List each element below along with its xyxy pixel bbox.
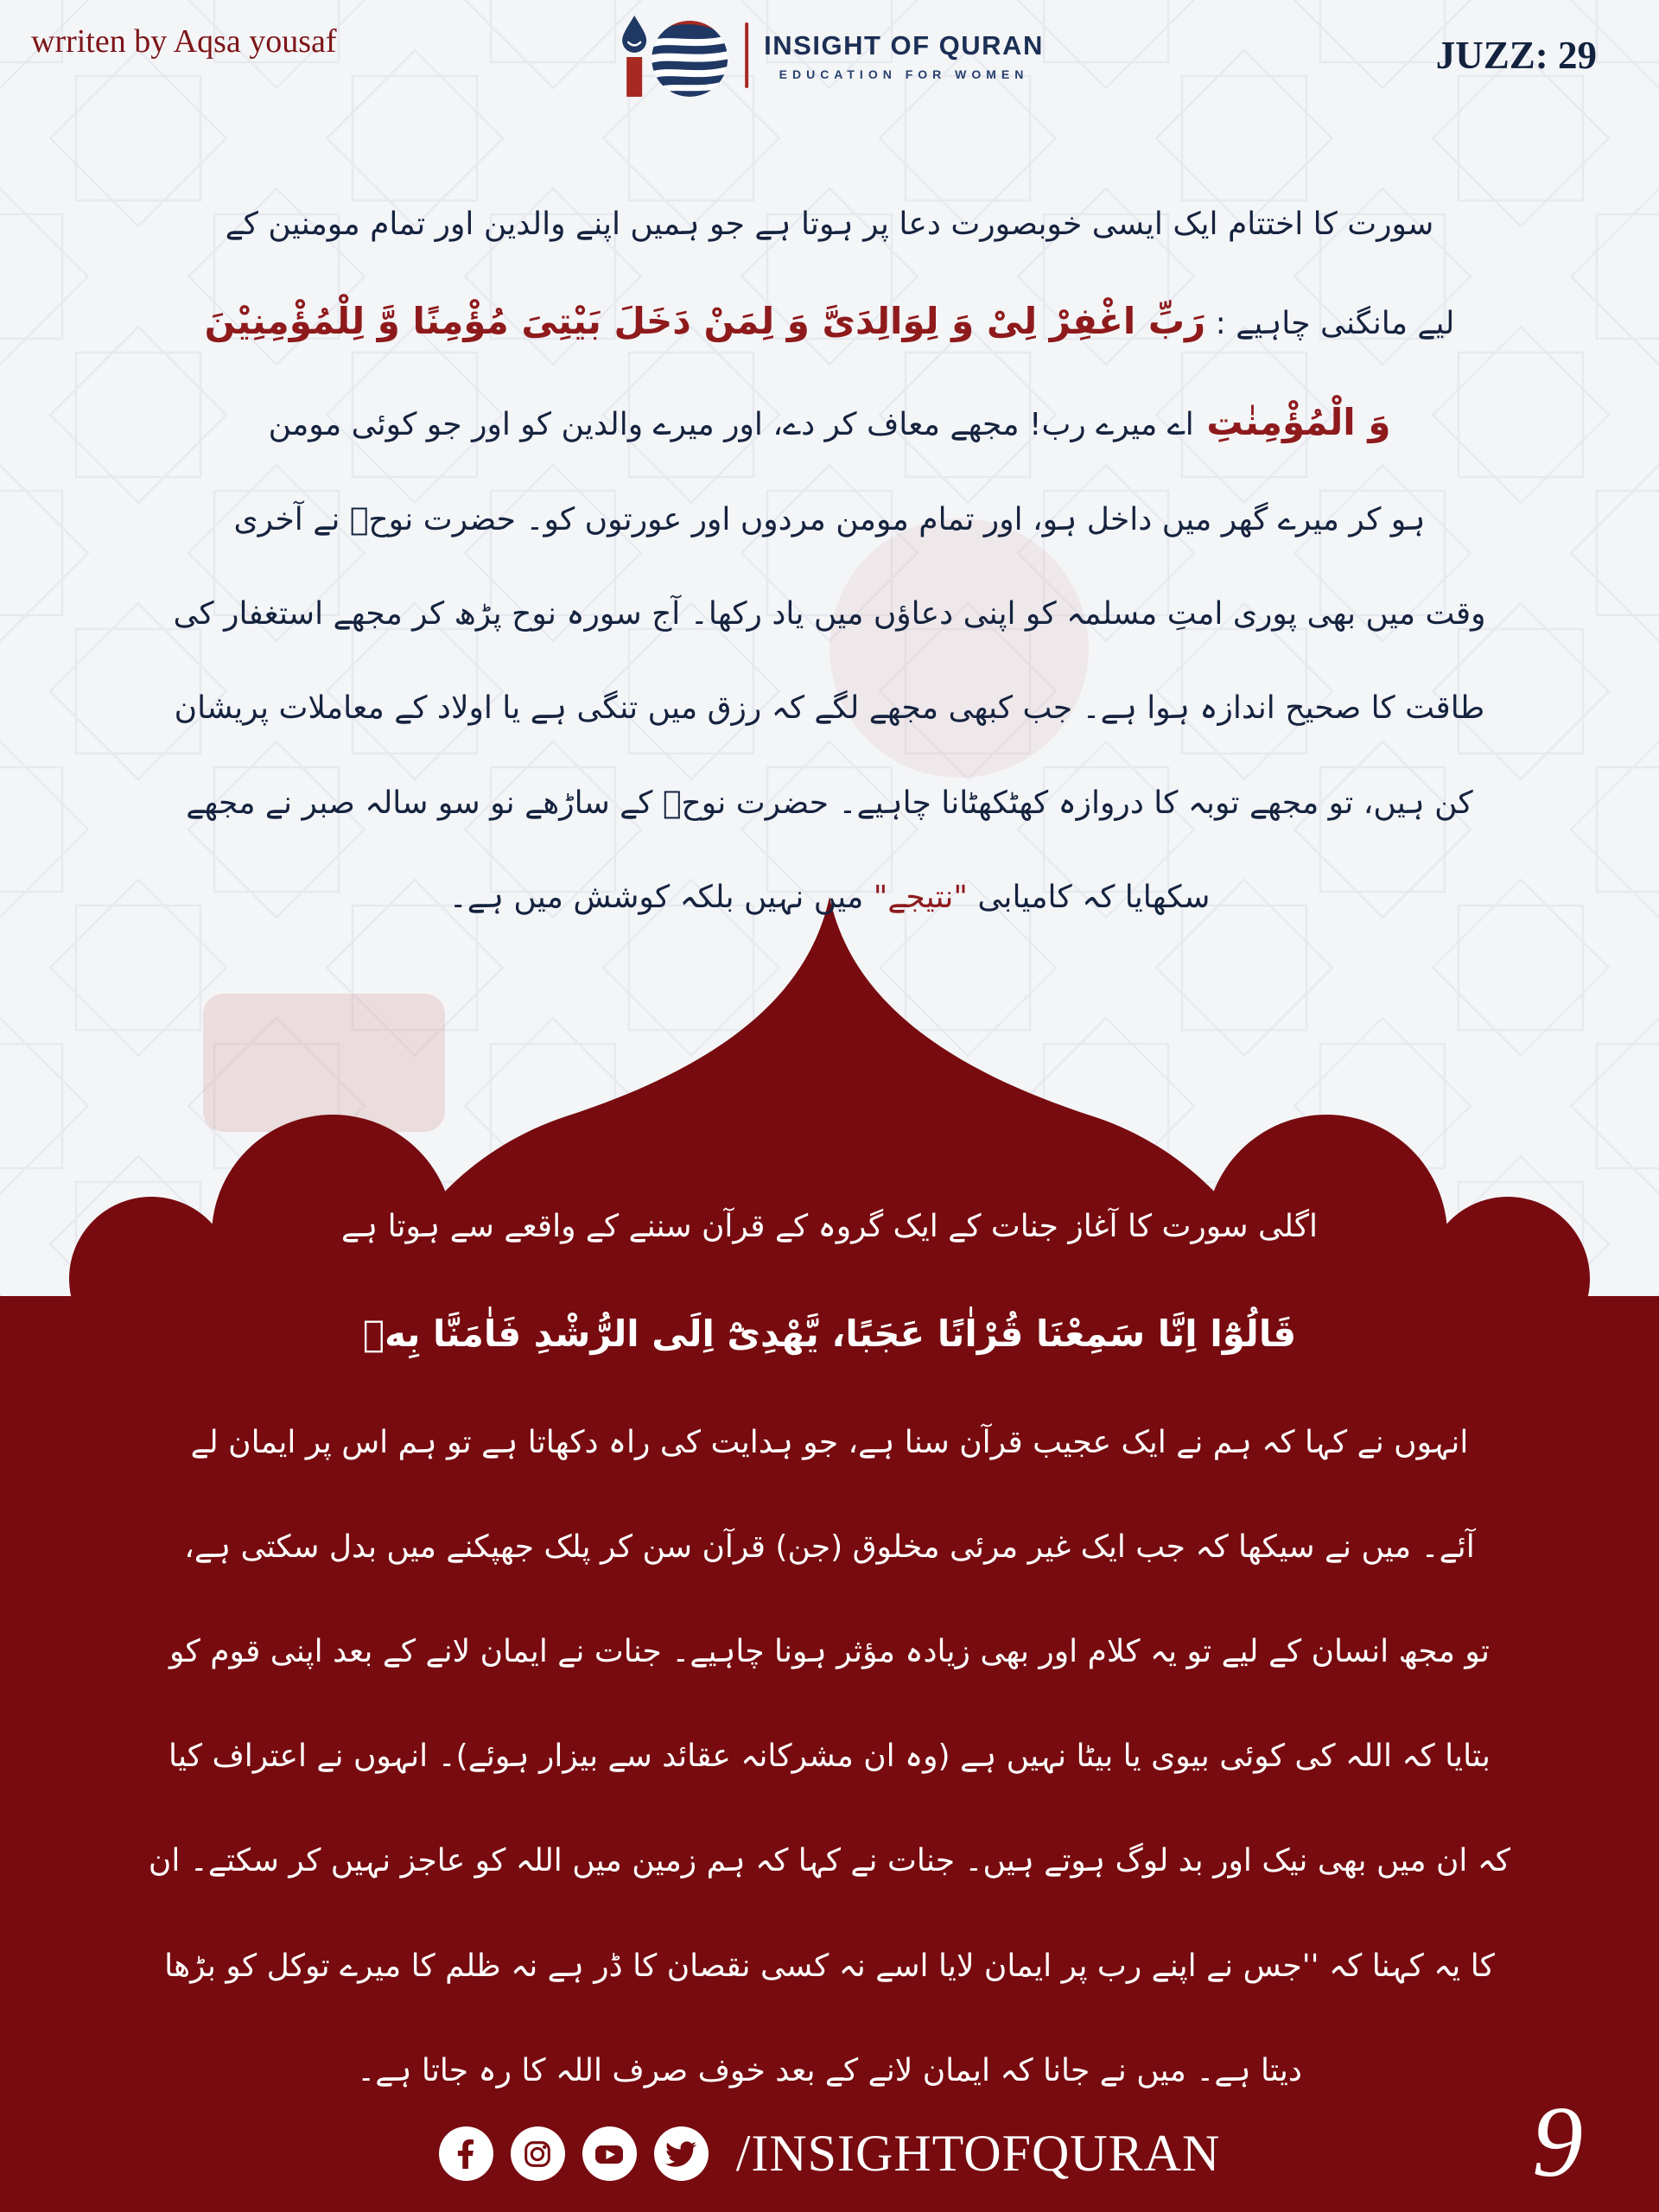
surah-jinn-paragraph: [35, 1208, 1624, 2089]
page-number: 9: [1532, 2085, 1583, 2198]
text-line: سورت کا اختتام ایک ایسی خوبصورت دعا پر ہوتا ہے جو ہمیں اپنے والدین اور تمام مومنین کے: [225, 207, 1434, 242]
text-line: کہ ان میں بھی نیک اور بد لوگ ہوتے ہیں۔ جنات نے کہا کہ ہم زمین میں اللہ کو عاجز نہیں کر سکتے۔ ان: [148, 1843, 1511, 1879]
written-by-credit: wrriten by Aqsa yousaf: [31, 23, 337, 60]
youtube-icon[interactable]: [582, 2126, 637, 2181]
logo-icon: [615, 12, 729, 99]
logo-subtitle: EDUCATION FOR WOMEN: [779, 67, 1029, 81]
juzz-label: JUZZ: 29: [1435, 34, 1597, 77]
text-line: طاقت کا صحیح اندازہ ہوا ہے۔ جب کبھی مجھے لگے کہ رزق میں تنگی ہے یا اولاد کے معاملات پریشان: [174, 690, 1485, 727]
text-line: کن ہیں، تو مجھے توبہ کا دروازہ کھٹکھٹانا چاہیے۔ حضرت نوحؑ کے ساڑھے نو سو سالہ صبر نے مجھے: [186, 785, 1473, 821]
text-line: وقت میں بھی پوری امتِ مسلمہ کو اپنی دعاؤں میں یاد رکھا۔ آج سورہ نوح پڑھ کر مجھے استغفار کی: [173, 596, 1486, 632]
globe-icon: [646, 14, 729, 97]
droplet-icon: [622, 16, 646, 53]
text-line: اگلی سورت کا آغاز جنات کے ایک گروہ کے قرآن سننے کے واقعے سے ہوتا ہے: [340, 1209, 1319, 1244]
text-line: تو مجھ انسان کے لیے تو یہ کلام اور بھی زیادہ مؤثر ہونا چاہیے۔ جنات نے ایمان لانے کے بعد اپنی قوم کو: [169, 1633, 1490, 1669]
logo-divider: [745, 22, 748, 88]
text-line: لیے مانگنی چاہیے : رَبِّ اغْفِرْ لِیْ وَ لِوَالِدَیَّ وَ لِمَنْ دَخَلَ بَیْتِیَ مُؤْمِنًا وَّ لِلْمُؤْمِنِیْنَ: [204, 300, 1455, 343]
text-line: ہو کر میرے گھر میں داخل ہو، اور تمام مومن مردوں اور عورتوں کو۔ حضرت نوحؑ نے آخری: [233, 501, 1426, 537]
text-line: آئے۔ میں نے سیکھا کہ جب ایک غیر مرئی مخلوق (جن) قرآن سن کر پلک جھپکنے میں بدل سکتی ہے،: [184, 1529, 1475, 1565]
text-line: کا یہ کہنا کہ ''جس نے اپنے رب پر ایمان لایا اسے نہ کسی نقصان کا ڈر ہے نہ ظلم کا میرے توکل کو بڑھا: [164, 1948, 1495, 1984]
social-handle[interactable]: /INSIGHTOFQURAN: [735, 2125, 1221, 2182]
text-line: بتایا کہ اللہ کی کوئی بیوی یا بیٹا نہیں ہے (وہ ان مشرکانہ عقائد سے بیزار ہوئے)۔ انہوں نے اعتراف کیا: [168, 1738, 1491, 1775]
text-line: وَ الْمُؤْمِنٰتِ اے میرے رب! مجھے معاف کر دے، اور میرے والدین کو اور جو کوئی مومن: [268, 400, 1391, 443]
text-line: سکھایا کہ کامیابی "نتیجے" میں نہیں بلکہ کوشش میں ہے۔: [448, 879, 1211, 915]
twitter-icon[interactable]: [654, 2126, 709, 2181]
text-line: انہوں نے کہا کہ ہم نے ایک عجیب قرآن سنا ہے، جو ہدایت کی راہ دکھاتا ہے تو ہم اس پر ایمان لے: [190, 1424, 1469, 1460]
text-line: دیتا ہے۔ میں نے جانا کہ ایمان لانے کے بعد خوف صرف اللہ کا رہ جاتا ہے۔: [357, 2052, 1302, 2088]
logo-title: INSIGHT OF QURAN: [764, 29, 1044, 60]
social-media-row: [0, 2124, 1659, 2183]
text-line: قَالُوْٓا اِنَّا سَمِعْنَا قُرْاٰنًا عَجَبًا، یَّهْدِیْٓ اِلَی الرُّشْدِ فَاٰمَنَّا بِهٖ: [362, 1313, 1297, 1356]
instagram-icon[interactable]: [511, 2126, 565, 2181]
insight-of-quran-logo: [615, 12, 1044, 99]
surah-nuh-paragraph: [48, 206, 1611, 916]
facebook-icon[interactable]: [439, 2126, 493, 2181]
